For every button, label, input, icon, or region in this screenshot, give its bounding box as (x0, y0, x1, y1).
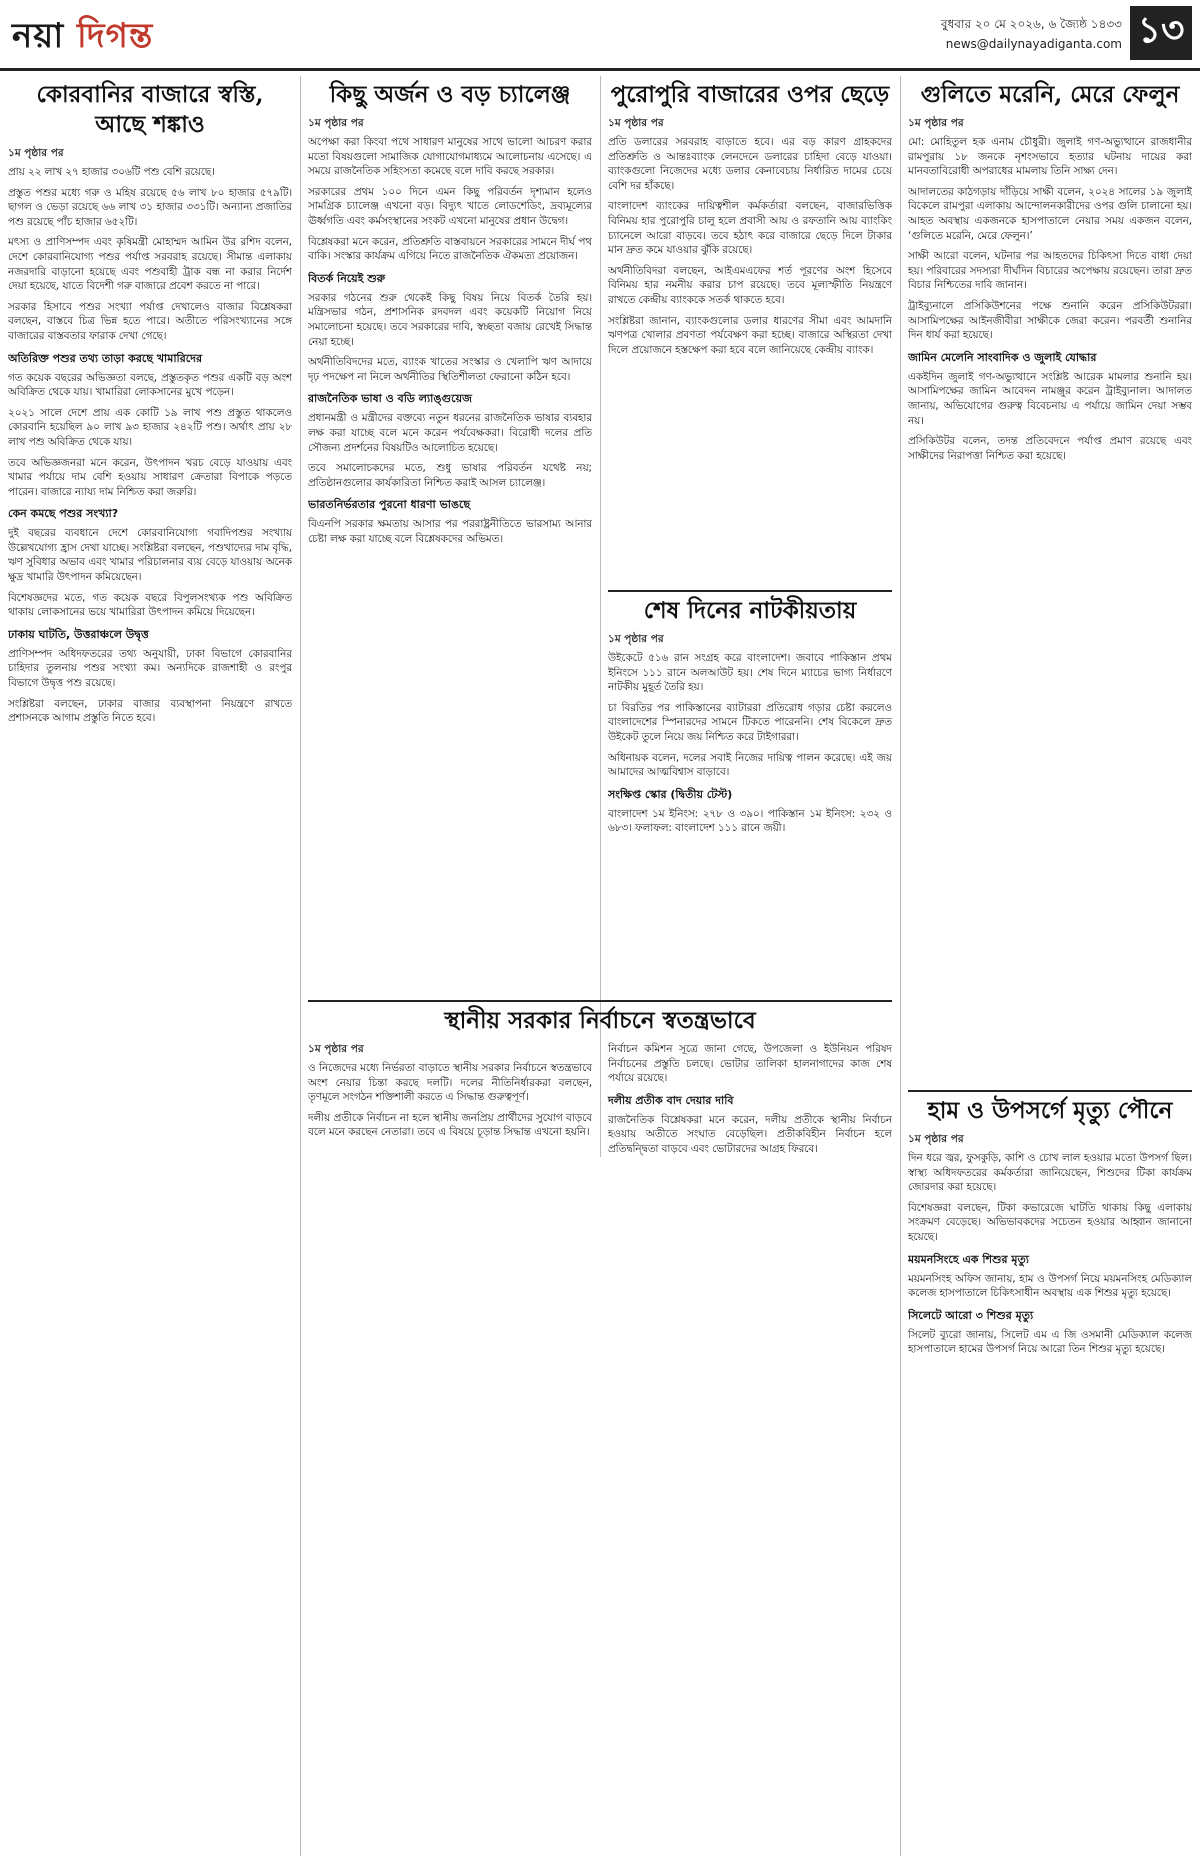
article-headline: স্থানীয় সরকার নির্বাচনে স্বতন্ত্রভাবে (444, 1007, 756, 1034)
continued-label: ১ম পৃষ্ঠার পর (908, 1133, 964, 1145)
subheading: অতিরিক্ত পশুর তথ্য তাড়া করছে খামারিদের (8, 351, 202, 365)
subheading: ময়মনসিংহে এক শিশুর মৃত্যু (908, 1252, 1029, 1266)
column-rule (900, 76, 901, 1856)
article-korbani (8, 76, 292, 1861)
article-paragraph: মো: মোহিতুল হক এনাম চৌধুরী। জুলাই গণ-অভ্যুত্থানে রাজধানীর রামপুরায় ১৮ জনকে নৃশংসভাবে হত্যার ঘটনায় দায়ের করা মানবতাবিরোধী অপরাধের মামলায় তিনি সাক্ষ্য দেন। (908, 136, 1192, 178)
article-paragraph: রাজনৈতিক বিশ্লেষকরা মনে করেন, দলীয় প্রতীকে স্থানীয় নির্বাচন হওয়ায় অতীতে সংঘাত বেড়েছিল। প্রতীকবিহীন নির্বাচন হলে প্রতিদ্বন্দ্বিতা বাড়বে এবং ভোটারদের আগ্রহ ফিরবে। (608, 1113, 892, 1155)
article-headline: হাম ও উপসর্গে মৃত্যু পৌনে (927, 1097, 1173, 1124)
article-orjon (308, 76, 592, 996)
article-paragraph: চা বিরতির পর পাকিস্তানের ব্যাটাররা প্রতিরোধ গড়ার চেষ্টা করলেও বাংলাদেশের স্পিনারদের সামনে টিকতে পারেননি। শেষ বিকেলে দ্রুত উইকেট তুলে নিয়ে জয় নিশ্চিত করে টাইগাররা। (608, 701, 892, 743)
continued-label: ১ম পৃষ্ঠার পর (608, 633, 664, 645)
column-rule (600, 76, 601, 1056)
site-email: news@dailynayadiganta.com (945, 37, 1122, 51)
article-paragraph: সরকারের প্রথম ১০০ দিনে এমন কিছু পরিবর্তন দৃশ্যমান হলেও সামগ্রিক চ্যালেঞ্জ এখনো বড়। বিদ্যুৎ খাতে লোডশেডিং, দ্রব্যমূল্যের ঊর্ধ্বগতি এবং কর্মসংস্থানের সংকট এখনো মানুষের প্রধান উদ্বেগ। (308, 185, 592, 227)
article-paragraph: ও নিজেদের মধ্যে নির্ভরতা বাড়াতে স্থানীয় সরকার নির্বাচনে স্বতন্ত্রভাবে অংশ নেয়ার চিন্তা করছে দলটি। দলের নীতিনির্ধারকরা বলছেন, তৃণমূলে সংগঠন শক্তিশালী করতে এ সিদ্ধান্ত গুরুত্বপূর্ণ। (308, 1062, 592, 1104)
article-paragraph: সংশ্লিষ্টরা বলছেন, ঢাকার বাজার ব্যবস্থাপনা নিয়ন্ত্রণে রাখতে প্রশাসনকে আগাম প্রস্তুতি নিতে হবে। (8, 697, 292, 725)
article-paragraph: অর্থনীতিবিদরা বলছেন, আইএমএফের শর্ত পূরণের অংশ হিসেবে বিনিময় হার নমনীয় করার চাপ রয়েছে। তবে মূল্যস্ফীতি নিয়ন্ত্রণে রাখতে কেন্দ্রীয় ব্যাংককে সতর্ক থাকতে হবে। (608, 264, 892, 306)
article-guli (908, 76, 1192, 1076)
article-paragraph: তবে অভিজ্ঞজনরা মনে করেন, উৎপাদন খরচ বেড়ে যাওয়ায় এবং খামার পর্যায়ে দাম বেশি হওয়ায় সাধারণ ক্রেতারা বিপাকে পড়তে পারেন। বাজারে ন্যায্য দাম নিশ্চিত করা জরুরি। (8, 456, 292, 498)
article-paragraph: সরকার গঠনের শুরু থেকেই কিছু বিষয় নিয়ে বিতর্ক তৈরি হয়। মন্ত্রিসভার গঠন, প্রশাসনিক রদবদল এবং কয়েকটি নিয়োগ নিয়ে সমালোচনা হয়েছে। তবে সরকারের দাবি, স্বচ্ছতা বজায় রেখেই সিদ্ধান্ত নেয়া হচ্ছে। (308, 291, 592, 348)
article-paragraph: তবে সমালোচকদের মতে, শুধু ভাষার পরিবর্তন যথেষ্ট নয়; প্রতিষ্ঠানগুলোর কার্যকারিতা নিশ্চিত করাই আসল চ্যালেঞ্জ। (308, 462, 592, 489)
subheading: বিতর্ক নিয়েই শুরু (308, 271, 386, 285)
article-paragraph: প্রতি ডলারের সরবরাহ বাড়াতে হবে। এর বড় কারণ গ্রাহকদের প্রতিশ্রুতি ও আন্তঃব্যাংক লেনদেনে ডলারের চাহিদা বেড়ে যাওয়া। ব্যাংকগুলো নিজেদের মধ্যে ডলার কেনাবেচায় নির্ধারিত দামের চেয়ে বেশি দর হাঁকছে। (608, 136, 892, 192)
article-paragraph: উইকেটে ৫১৬ রান সংগ্রহ করে বাংলাদেশ। জবাবে পাকিস্তান প্রথম ইনিংসে ১১১ রানে অলআউট হয়। শেষ দিনে ম্যাচের ভাগ্য নির্ধারণে নাটকীয় মুহূর্ত তৈরি হয়। (608, 652, 892, 694)
article-paragraph: বিশেষজ্ঞদের মতে, গত কয়েক বছরে বিপুলসংখ্যক পশু অবিক্রিত থাকায় লোকসানের ভয়ে খামারিরা উৎপাদন কমিয়ে দিয়েছেন। (8, 591, 292, 619)
article-paragraph: ট্রাইব্যুনালে প্রসিকিউশনের পক্ষে শুনানি করেন প্রসিকিউটররা। আসামিপক্ষের আইনজীবীরা সাক্ষীকে জেরা করেন। পরবর্তী শুনানির দিন ধার্য করা হয়েছে। (908, 299, 1192, 342)
page-number: ১৩ (1130, 6, 1192, 60)
article-local-election (308, 1000, 892, 1862)
article-paragraph: বিশ্লেষকরা মনে করেন, প্রতিশ্রুতি বাস্তবায়নে সরকারের সামনে দীর্ঘ পথ বাকি। সংস্কার কার্যক্রম এগিয়ে নিতে রাজনৈতিক ঐকমত্য প্রয়োজন। (308, 235, 592, 263)
article-paragraph: অর্থনীতিবিদদের মতে, ব্যাংক খাতের সংস্কার ও খেলাপি ঋণ আদায়ে দৃঢ় পদক্ষেপ না নিলে অর্থনীতির স্থিতিশীলতা ফেরানো কঠিন হবে। (308, 356, 592, 383)
date-line: বুধবার ২০ মে ২০২৬, ৬ জ্যৈষ্ঠ ১৪৩৩ (940, 17, 1122, 31)
article-paragraph: মৎস্য ও প্রাণিসম্পদ এবং কৃষিমন্ত্রী মোহাম্মদ আমিন উর রশিদ বলেন, দেশে কোরবানিযোগ্য পশুর পর্যাপ্ত সরবরাহ রয়েছে। সীমান্ত এলাকায় নজরদারি বাড়ানো হয়েছে এবং পশুবাহী ট্রাক বন্ধ না করার নির্দেশ দেয়া হয়েছে, যাতে বিদেশী গরু বাজারে প্রবেশ করতে না পারে। (8, 236, 292, 293)
continued-label: ১ম পৃষ্ঠার পর (8, 147, 64, 159)
subheading: দলীয় প্রতীক বাদ দেয়ার দাবি (608, 1093, 734, 1107)
column-rule (300, 76, 301, 1856)
subheading: জামিন মেলেনি সাংবাদিক ও জুলাই যোদ্ধার (908, 350, 1097, 364)
continued-label: ১ম পৃষ্ঠার পর (608, 117, 664, 129)
article-paragraph: একইদিন জুলাই গণ-অভ্যুত্থানে সংশ্লিষ্ট আরেক মামলার শুনানি হয়। আসামিপক্ষের জামিন আবেদন নামঞ্জুর করেন ট্রাইব্যুনাল। আদালত জানায়, অভিযোগের গুরুত্ব বিবেচনায় এ পর্যায়ে জামিন দেয়া সম্ভব নয়। (908, 370, 1192, 427)
article-paragraph: ময়মনসিংহ অফিস জানায়, হাম ও উপসর্গ নিয়ে ময়মনসিংহ মেডিক্যাল কলেজ হাসপাতালে চিকিৎসাধীন অবস্থায় এক শিশুর মৃত্যু হয়েছে। (908, 1272, 1192, 1300)
article-headline: কিছু অর্জন ও বড় চ্যালেঞ্জ (329, 81, 571, 108)
article-paragraph: দিন ধরে জ্বর, ফুসকুড়ি, কাশি ও চোখ লাল হওয়ার মতো উপসর্গ ছিল। স্বাস্থ্য অধিদফতরের কর্মকর্তারা জানিয়েছেন, শিশুদের টিকা কার্যক্রম জোরদার করা হয়েছে। (908, 1152, 1192, 1194)
article-bajar (608, 76, 892, 576)
article-paragraph: নির্বাচন কমিশন সূত্রে জানা গেছে, উপজেলা ও ইউনিয়ন পরিষদ নির্বাচনের প্রস্তুতি চলছে। ভোটার তালিকা হালনাগাদের কাজ শেষ পর্যায়ে রয়েছে। (608, 1043, 892, 1085)
article-paragraph: অধিনায়ক বলেন, দলের সবাই নিজের দায়িত্ব পালন করেছে। এই জয় আমাদের আত্মবিশ্বাস বাড়াবে। (608, 751, 892, 779)
article-headline: কোরবানির বাজারে স্বস্তি, আছে শঙ্কাও (36, 81, 264, 138)
article-paragraph: ২০২১ সালে দেশে প্রায় এক কোটি ১৯ লাখ পশু প্রস্তুত থাকলেও কোরবানি হয়েছিল ৯০ লাখ ৯৩ হাজার ২৪২টি পশু। অর্থাৎ প্রায় ২৮ লাখ পশু অবিক্রিত থেকে যায়। (8, 406, 292, 448)
article-paragraph: বিএনপি সরকার ক্ষমতায় আসার পর পররাষ্ট্রনীতিতে ভারসাম্য আনার চেষ্টা লক্ষ করা যাচ্ছে বলে বিশ্লেষকদের অভিমত। (308, 518, 592, 545)
article-paragraph: সিলেট ব্যুরো জানায়, সিলেট এম এ জি ওসমানী মেডিক্যাল কলেজ হাসপাতালে হামের উপসর্গ নিয়ে আরো তিন শিশুর মৃত্যু হয়েছে। (908, 1328, 1192, 1356)
article-paragraph: অপেক্ষা করা কিংবা পথে সাধারণ মানুষের সাথে ভালো আচরণ করার মতো বিষয়গুলো সামাজিক যোগাযোগমাধ্যমে আলোচনায় এসেছে। এ সময়ে রাজনৈতিক সহিংসতা কমেছে বলে দাবি করছে সরকার। (308, 136, 592, 178)
subheading: কেন কমছে পশুর সংখ্যা? (8, 507, 119, 521)
article-paragraph: প্রধানমন্ত্রী ও মন্ত্রীদের বক্তব্যে নতুন ধরনের রাজনৈতিক ভাষার ব্যবহার লক্ষ করা যাচ্ছে বলে মনে করেন পর্যবেক্ষকরা। বিরোধী দলের প্রতি সৌজন্য প্রদর্শনের বিষয়টিও আলোচিত হয়েছে। (308, 412, 592, 454)
article-paragraph: বিশেষজ্ঞরা বলছেন, টিকা কভারেজে ঘাটতি থাকায় কিছু এলাকায় সংক্রমণ বেড়েছে। অভিভাবকদের সচেতন হওয়ার আহ্বান জানানো হয়েছে। (908, 1201, 1192, 1243)
article-paragraph: সংশ্লিষ্টরা জানান, ব্যাংকগুলোর ডলার ধারণের সীমা এবং আমদানি ঋণপত্র খোলার প্রবণতা পর্যবেক্ষণ করা হচ্ছে। বাজারে অস্থিরতা দেখা দিলে প্রয়োজনে হস্তক্ষেপ করা হবে বলে জানিয়েছে কেন্দ্রীয় ব্যাংক। (608, 314, 892, 356)
article-paragraph: বাংলাদেশ ব্যাংকের দায়িত্বশীল কর্মকর্তারা বলছেন, বাজারভিত্তিক বিনিময় হার পুরোপুরি চালু হলে প্রবাসী আয় ও রফতানি আয় ব্যাংকিং চ্যানেলে আরো বাড়বে। তবে হঠাৎ করে বাজারে ছেড়ে দিলে টাকার মান দ্রুত কমে যাওয়ার ঝুঁকি রয়েছে। (608, 200, 892, 257)
article-paragraph: দলীয় প্রতীকে নির্বাচন না হলে স্থানীয় জনপ্রিয় প্রার্থীদের সুযোগ বাড়বে বলে মনে করছেন নেতারা। তবে এ বিষয়ে চূড়ান্ত সিদ্ধান্ত এখনো হয়নি। (308, 1111, 592, 1139)
article-paragraph: সাক্ষী আরো বলেন, ঘটনার পর আহতদের চিকিৎসা দিতে বাধা দেয়া হয়। পরিবারের সদস্যরা দীর্ঘদিন বিচারের অপেক্ষায় রয়েছেন। তারা দ্রুত বিচার নিশ্চিতের দাবি জানান। (908, 250, 1192, 292)
article-headline: শেষ দিনের নাটকীয়তায় (643, 597, 857, 624)
article-cricket (608, 590, 892, 992)
article-paragraph: আদালতের কাঠগড়ায় দাঁড়িয়ে সাক্ষী বলেন, ২০২৪ সালের ১৯ জুলাই বিকেলে রামপুরা এলাকায় আন্দোলনকারীদের ওপর গুলি চালানো হয়। আহত অবস্থায় একজনকে হাসপাতালে নেয়ার সময় একজন বলেন, ‘গুলিতে মরেনি, মেরে ফেলুন।’ (908, 185, 1192, 242)
article-paragraph: সরকার হিসাবে পশুর সংখ্যা পর্যাপ্ত দেখালেও বাজার বিশ্লেষকরা বলছেন, বাস্তবে চিত্র ভিন্ন হতে পারে। অতীতে পরিসংখ্যানের সঙ্গে বাজারের বাস্তবতার ফারাক দেখা গেছে। (8, 300, 292, 342)
article-paragraph: প্রাণিসম্পদ অধিদফতরের তথ্য অনুযায়ী, ঢাকা বিভাগে কোরবানির চাহিদার তুলনায় পশুর সংখ্যা কম। অন্যদিকে রাজশাহী ও রংপুর বিভাগে উদ্বৃত্ত পশু রয়েছে। (8, 647, 292, 690)
newspaper-logo: নয়া দিগন্ত (12, 16, 154, 56)
article-paragraph: প্রসিকিউটর বলেন, তদন্ত প্রতিবেদনে পর্যাপ্ত প্রমাণ রয়েছে এবং সাক্ষীদের নিরাপত্তা নিশ্চিত করা হয়েছে। (908, 435, 1192, 462)
continued-label: ১ম পৃষ্ঠার পর (308, 1043, 364, 1055)
article-headline: গুলিতে মরেনি, মেরে ফেলুন (920, 81, 1180, 108)
subheading: ভারতনির্ভরতার পুরনো ধারণা ভাঙছে (308, 498, 471, 512)
article-headline: পুরোপুরি বাজারের ওপর ছেড়ে (610, 81, 890, 108)
subheading: সিলেটে আরো ৩ শিশুর মৃত্যু (908, 1308, 1034, 1322)
scorecard-title: সংক্ষিপ্ত স্কোর (দ্বিতীয় টেস্ট) (608, 787, 733, 801)
continued-label: ১ম পৃষ্ঠার পর (908, 117, 964, 129)
article-measles (908, 1090, 1192, 1862)
continued-label: ১ম পৃষ্ঠার পর (308, 117, 364, 129)
article-paragraph: গত কয়েক বছরের অভিজ্ঞতা বলছে, প্রস্তুতকৃত পশুর একটি বড় অংশ অবিক্রিত থেকে যায়। খামারিরা লোকসানের মুখে পড়েন। (8, 371, 292, 399)
masthead (0, 0, 1200, 71)
article-paragraph: প্রস্তুত পশুর মধ্যে গরু ও মহিষ রয়েছে ৫৬ লাখ ৮০ হাজার ৫৭৯টি। ছাগল ও ভেড়া রয়েছে ৬৬ লাখ ৩১ হাজার ৩৩১টি। অন্যান্য প্রজাতির পশু রয়েছে পাঁচ হাজার ৬৫২টি। (8, 186, 292, 228)
subheading: রাজনৈতিক ভাষা ও বডি ল্যাঙ্গুয়েজ (308, 392, 472, 406)
masthead-meta (941, 14, 1122, 54)
article-paragraph: দুই বছরের ব্যবধানে দেশে কোরবানিযোগ্য গবাদিপশুর সংখ্যায় উল্লেখযোগ্য হ্রাস দেখা যাচ্ছে। সংশ্লিষ্টরা বলছেন, পশুখাদ্যের দাম বৃদ্ধি, ঋণ সুবিধার অভাব এবং খামার পরিচালনার ব্যয় বেড়ে যাওয়ায় অনেক ক্ষুদ্র খামারি উৎপাদন কমিয়েছেন। (8, 527, 292, 584)
article-paragraph: প্রায় ২২ লাখ ২৭ হাজার ৩০৬টি পশু বেশি রয়েছে। (8, 166, 215, 178)
scorecard: বাংলাদেশ ১ম ইনিংস: ২৭৮ ও ৩৯০। পাকিস্তান ১ম ইনিংস: ২৩২ ও ৬৮৩। ফলাফল: বাংলাদেশ ১১১ রানে জয়ী। (608, 807, 892, 835)
subheading: ঢাকায় ঘাটতি, উত্তরাঞ্চলে উদ্বৃত্ত (8, 627, 149, 641)
